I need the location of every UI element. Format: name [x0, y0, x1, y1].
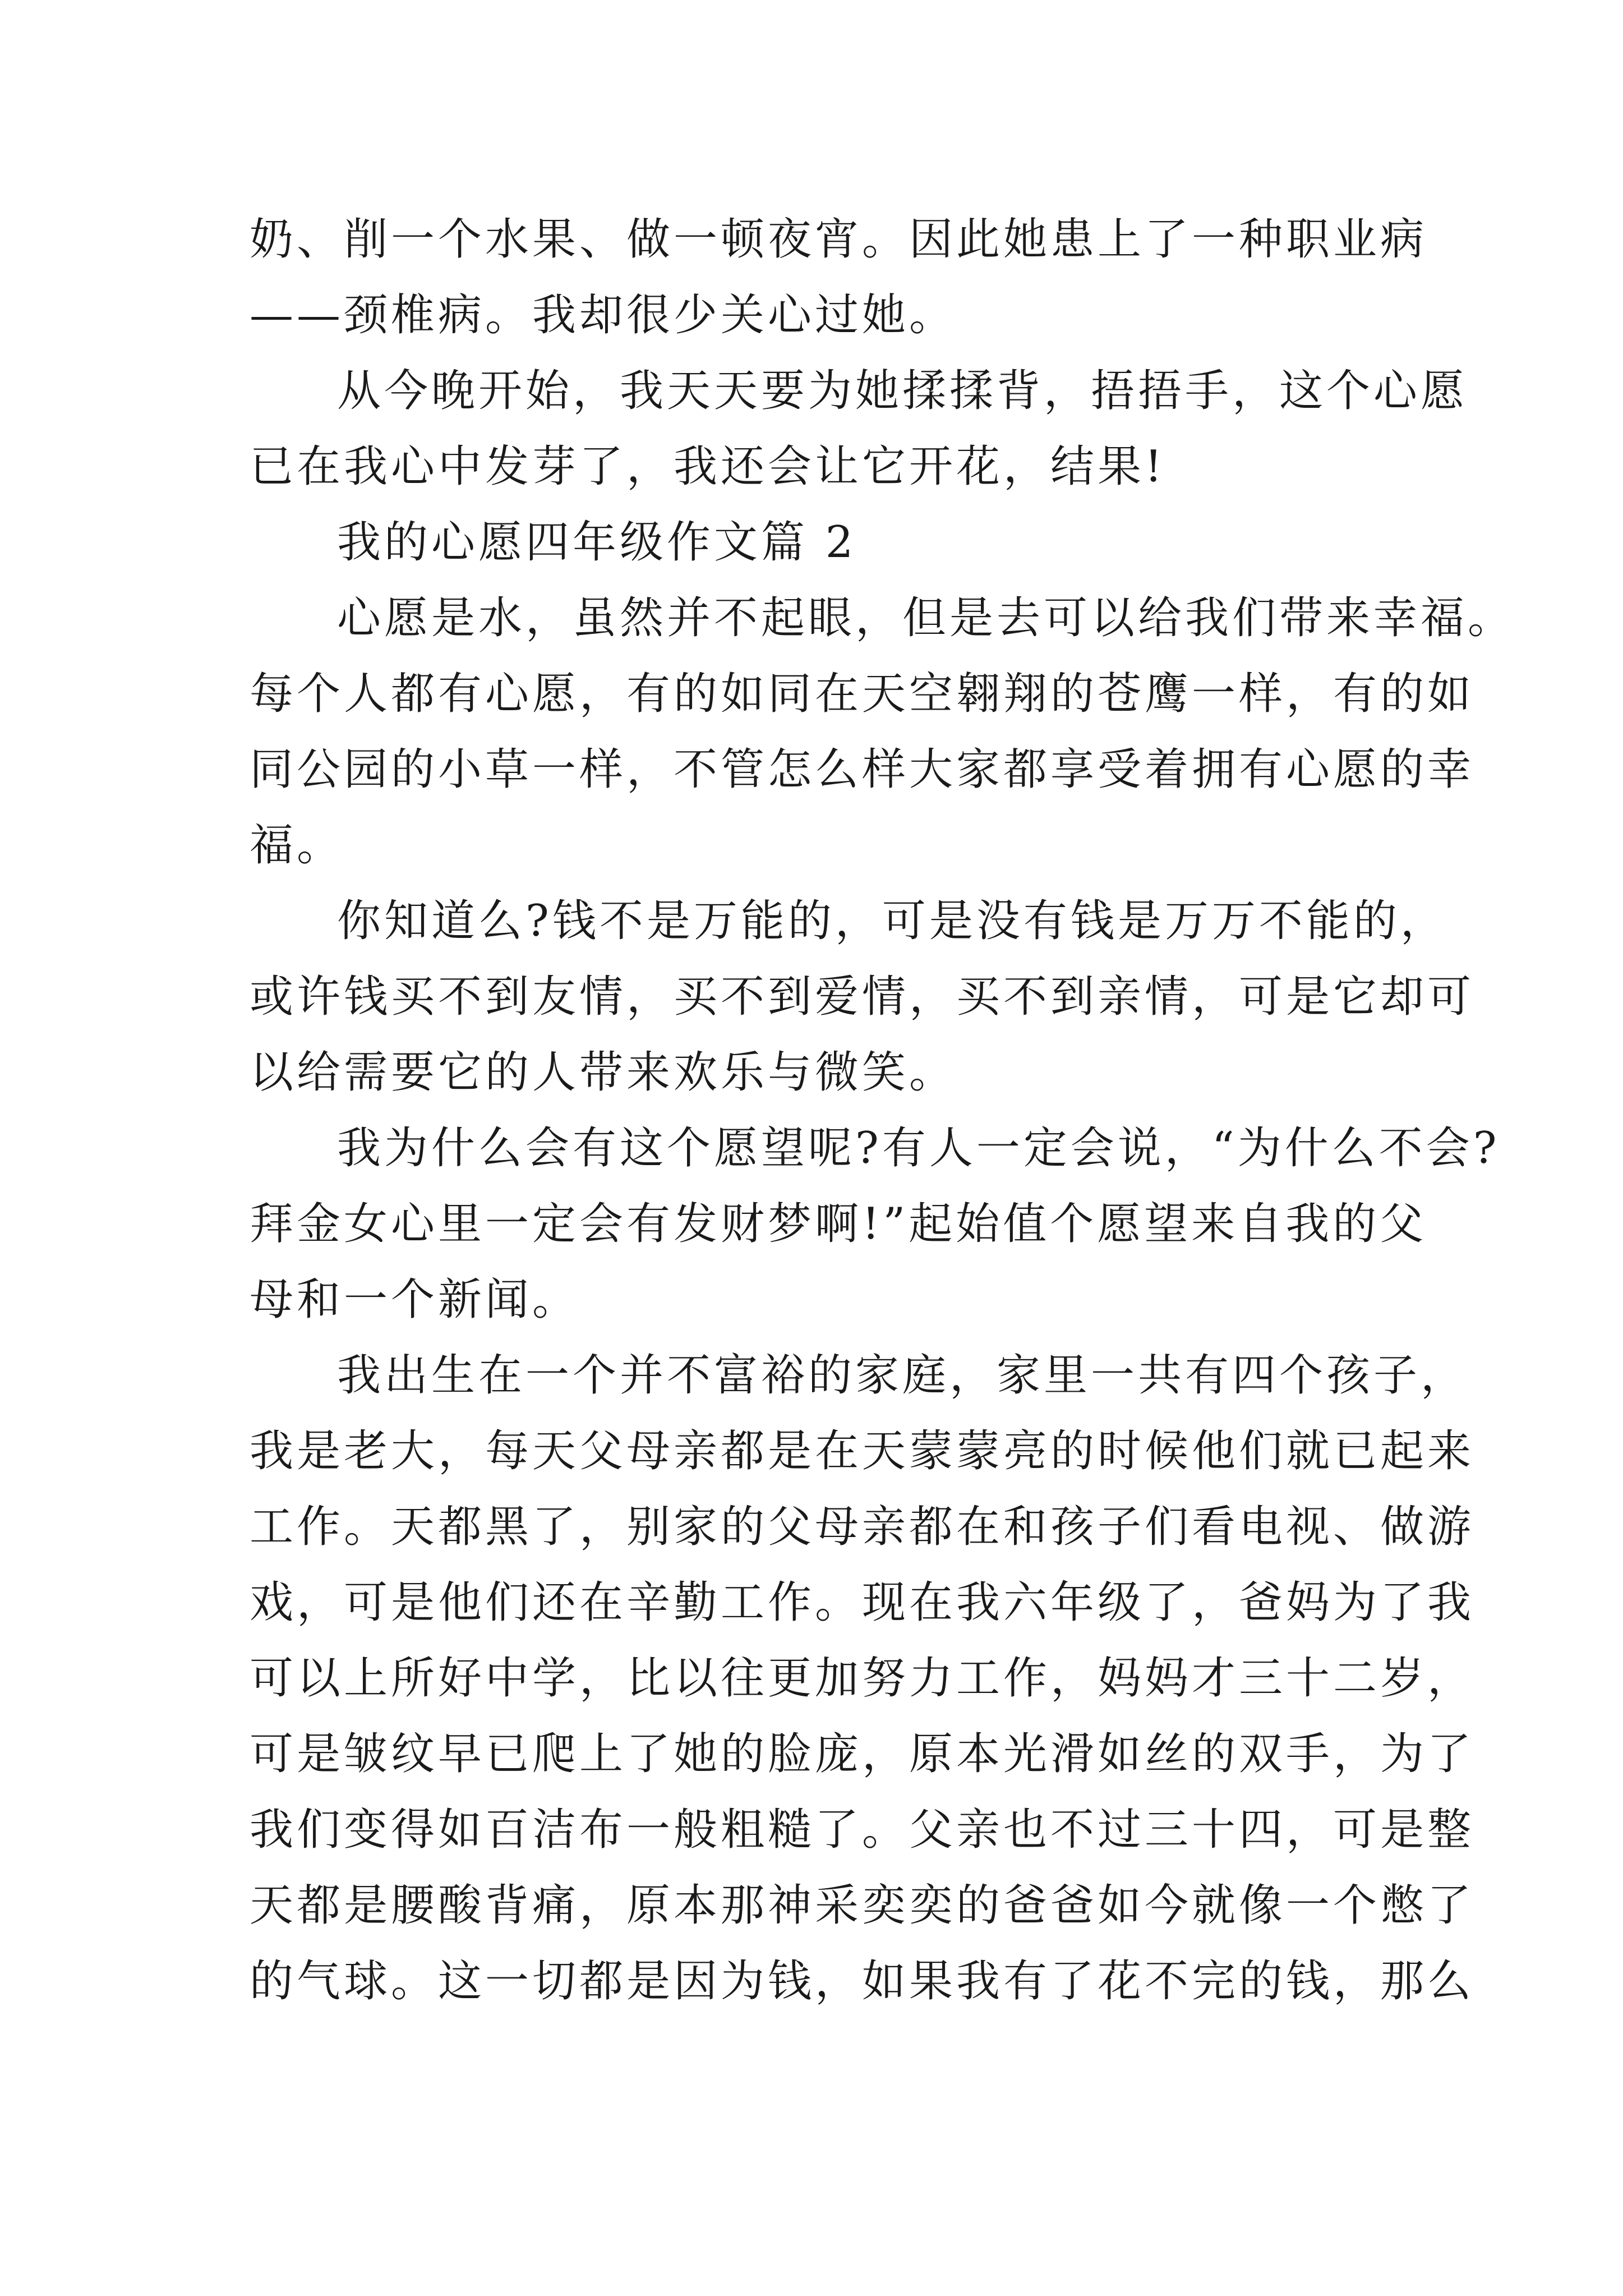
paragraph-start-line: 我为什么会有这个愿望呢?有人一定会说，“为什么不会? [337, 1123, 1500, 1174]
text-line: 同公园的小草一样，不管怎么样大家都享受着拥有心愿的幸 [250, 744, 1475, 795]
text-line: 已在我心中发芽了，我还会让它开花，结果! [250, 441, 1166, 492]
text-line: 以给需要它的人带来欢乐与微笑。 [250, 1047, 957, 1098]
paragraph-start-line: 你知道么?钱不是万能的，可是没有钱是万万不能的， [337, 896, 1447, 946]
text-line: 母和一个新闻。 [250, 1274, 580, 1325]
text-line: 每个人都有心愿，有的如同在天空翱翔的苍鹰一样，有的如 [250, 669, 1475, 719]
text-line: 我们变得如百洁布一般粗糙了。父亲也不过三十四，可是整 [250, 1805, 1475, 1855]
section-heading: 我的心愿四年级作文篇 2 [337, 517, 857, 568]
text-line: 可以上所好中学，比以往更加努力工作，妈妈才三十二岁， [250, 1653, 1475, 1704]
text-line: 可是皱纹早已爬上了她的脸庞，原本光滑如丝的双手，为了 [250, 1729, 1475, 1779]
text-line: 工作。天都黑了，别家的父母亲都在和孩子们看电视、做游 [250, 1502, 1475, 1552]
document-body [250, 202, 1515, 2019]
paragraph-start-line: 从今晚开始，我天天要为她揉揉背，捂捂手，这个心愿 [337, 366, 1468, 416]
text-line: 福。 [250, 820, 344, 871]
text-line: 或许钱买不到友情，买不到爱情，买不到亲情，可是它却可 [250, 972, 1475, 1022]
text-line: ——颈椎病。我却很少关心过她。 [250, 290, 957, 341]
paragraph-start-line: 我出生在一个并不富裕的家庭，家里一共有四个孩子， [337, 1350, 1468, 1401]
text-line: 天都是腰酸背痛，原本那神采奕奕的爸爸如今就像一个憋了 [250, 1880, 1475, 1931]
text-line: 的气球。这一切都是因为钱，如果我有了花不完的钱，那么 [250, 1956, 1475, 2007]
text-line: 拜金女心里一定会有发财梦啊!”起始值个愿望来自我的父 [250, 1199, 1427, 1249]
text-line: 戏，可是他们还在辛勤工作。现在我六年级了，爸妈为了我 [250, 1577, 1475, 1628]
text-line: 我是老大，每天父母亲都是在天蒙蒙亮的时候他们就已起来 [250, 1426, 1475, 1476]
paragraph-start-line: 心愿是水，虽然并不起眼，但是去可以给我们带来幸福。 [337, 593, 1515, 643]
text-line: 奶、削一个水果、做一顿夜宵。因此她患上了一种职业病 [250, 214, 1428, 265]
